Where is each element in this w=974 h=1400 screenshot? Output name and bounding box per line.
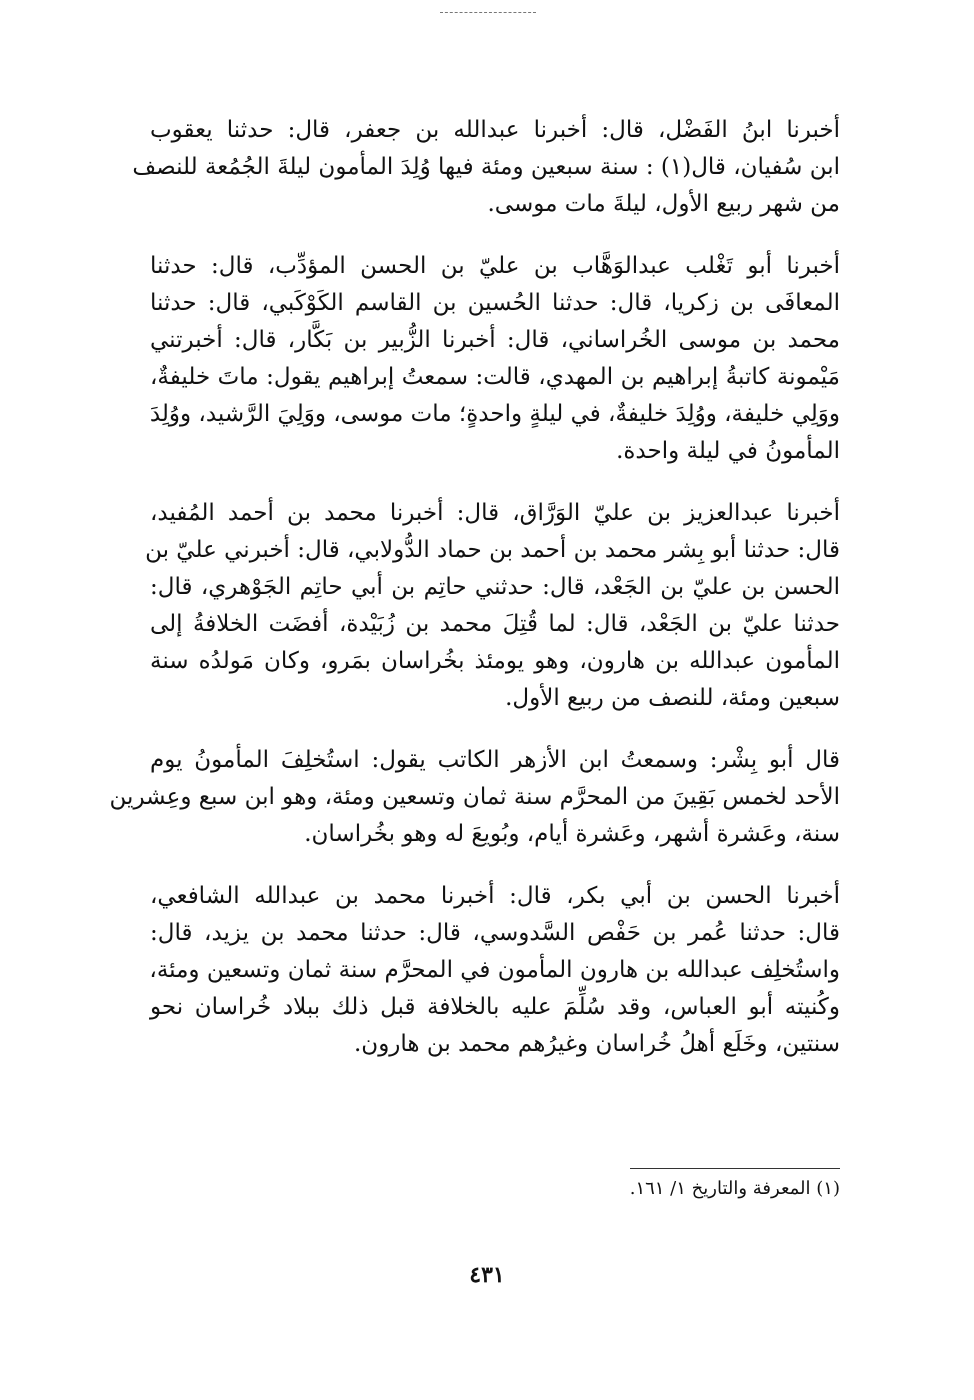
text-line: وكُنيته أبو العباس، وقد سُلِّمَ عليه بالخلافة قبل ذلك ببلاد خُراسان نحو [150, 994, 840, 1020]
text-line: واستُخلِف عبدالله بن هارون المأمون في المحرَّم سنة ثمان وتسعين ومئة، [149, 957, 840, 983]
text-line: أخبرنا الحسن بن أبي بكر، قال: أخبرنا محمد بن عبدالله الشافعي، [150, 883, 840, 909]
text-line: ووَلِي خليفة، ووُلِدَ خليفةٌ، في ليلةٍ واحدةٍ؛ مات موسى، ووَلِيَ الرَّشيد، ووُلِدَ [149, 401, 840, 427]
paragraph-5 [150, 878, 840, 1063]
text-line: المأمون عبدالله بن هارون، وهو يومئذ بخُراسان بمَرو، وكان مَولدُه سنة [150, 648, 840, 674]
text-line: حدثنا عليّ بن الجَعْد، قال: لما قُتِلَ محمد بن زُبَيْدة، أفضَت الخلافةُ إلى [150, 611, 840, 637]
text-line: الحسن بن عليّ بن الجَعْد، قال: حدثني حاتِم بن أبي حاتِم الجَوْهري، قال: [150, 574, 840, 600]
text-line: أخبرنا ابنُ الفَضْل، قال: أخبرنا عبدالله بن جعفر، قال: حدثنا يعقوب [150, 117, 840, 143]
main-text [109, 112, 840, 1088]
paragraph-2 [150, 248, 840, 470]
text-line: قال: حدثنا أبو بِشر محمد بن أحمد بن حماد الدُّولابي، قال: أخبرني عليّ بن [145, 537, 840, 563]
text-line: قال: حدثنا عُمر بن حَفْص السَّدوسي، قال: حدثنا محمد بن يزيد، قال: [150, 920, 840, 946]
text-line: أخبرنا عبدالعزيز بن عليّ الوَرَّاق، قال: أخبرنا محمد بن أحمد المُفيد، [150, 500, 840, 526]
text-line: قال أبو بِشْر: وسمعتُ ابن الأزهر الكاتب يقول: استُخلِفَ المأمونُ يوم [150, 747, 840, 773]
paragraph-4 [109, 742, 840, 853]
text-line: المعافَى بن زكريا، قال: حدثنا الحُسين بن القاسم الكَوْكَبي، قال: حدثنا [150, 290, 840, 316]
text-line: مَيْمونة كاتبةُ إبراهيم بن المهدي، قالت: سمعتُ إبراهيم يقول: ماتَ خليفةٌ، [150, 364, 840, 390]
text-line: ابن سُفيان، قال(١) : سنة سبعين ومئة فيها وُلِدَ المأمون ليلةَ الجُمُعة للنصف [132, 154, 840, 180]
text-line: سنتين، وخَلَع أهلُ خُراسان وغيرُهم محمد بن هارون. [354, 1031, 840, 1057]
page-number: ٤٣١ [469, 1262, 505, 1288]
top-rule [440, 12, 536, 13]
text-line: المأمونُ في ليلة واحدة. [616, 438, 840, 464]
text-line: سبعين ومئة، للنصف من ربيع الأول. [505, 685, 840, 711]
text-line: الأحد لخمس بَقِينَ من المحرَّم سنة ثمان وتسعين ومئة، وهو ابن سبع وعِشرين [109, 784, 840, 810]
text-line: من شهر ربيع الأول، ليلةَ مات موسى. [487, 191, 840, 217]
text-line: سنة، وعَشرة أشهر، وعَشرة أيام، وبُويعَ له وهو بخُراسان. [304, 821, 840, 847]
footnote-rule [630, 1168, 840, 1169]
paragraph-1 [132, 112, 840, 223]
text-line: محمد بن موسى الخُراساني، قال: أخبرنا الزُّبير بن بَكَّار، قال: أخبرتني [150, 327, 840, 353]
text-line: أخبرنا أبو تَغْلب عبدالوَهَّاب بن عليّ بن الحسن المؤدِّب، قال: حدثنا [150, 253, 840, 279]
footnote: (١) المعرفة والتاريخ ١/ ١٦١. [629, 1178, 840, 1199]
paragraph-3 [145, 495, 840, 717]
